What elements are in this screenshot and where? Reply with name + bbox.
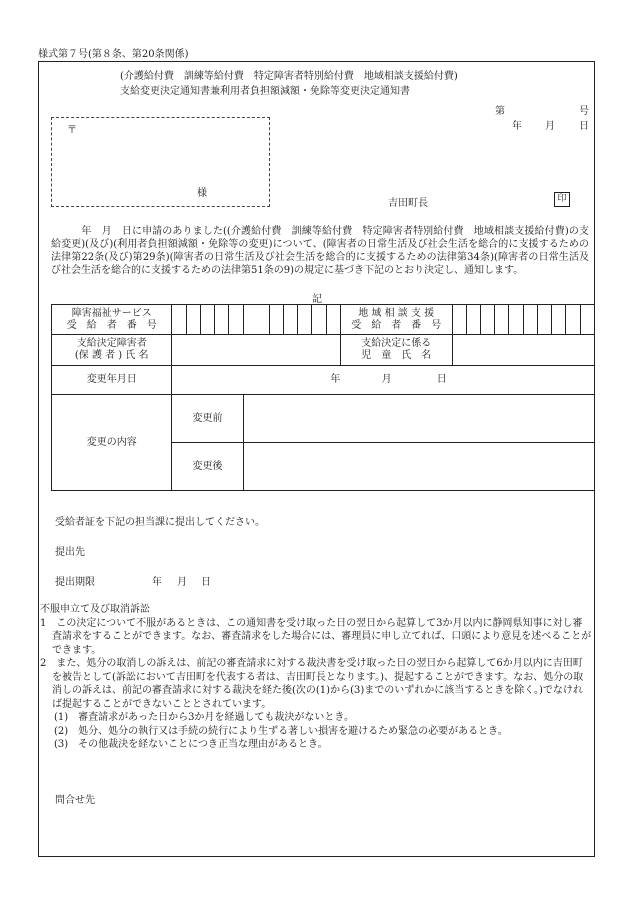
child-name-label: 支給決定に係る 児 童 氏 名: [340, 335, 452, 366]
ki-label: 記: [312, 294, 322, 305]
child-name-value: [452, 335, 594, 366]
appeal-heading: 不服申立て及び取消訴訟: [40, 604, 150, 615]
community-number-label: 地 域 相 談 支 援 受 給 者 番 号: [340, 305, 452, 335]
appeal-item-1: 1 この決定について不服があるときは、この通知書を受け取った日の翌日から起算して3か月以内に静岡県知事に対し審査請求をすることができます。なお、審査請求をした場合には、審理員に申し立てれば、口頭により意見を述べることができます。: [40, 617, 592, 656]
table-row: [52, 395, 595, 443]
submission-instruction: 受給者証を下記の担当課に提出してください。: [55, 517, 265, 528]
after-label: 変更後: [172, 443, 243, 491]
guardian-name-label: 支給決定障害者 (保 護 者 ) 氏 名: [52, 335, 172, 366]
header-line-1: (介護給付費 訓練等給付費 特定障害者特別給付費 地域相談支援給付費): [120, 71, 458, 82]
recipient-number-label: 障害福祉サービス 受 給 者 番 号: [52, 305, 172, 335]
after-value: [243, 443, 594, 491]
change-content-label: 変更の内容: [52, 395, 172, 491]
change-date-label: 変更年月日: [52, 366, 172, 395]
change-date-value: 年 月 日: [172, 366, 595, 395]
deadline-year: 年: [152, 577, 162, 588]
table-row: [52, 335, 595, 366]
deadline-month: 月: [177, 577, 187, 588]
before-value: [243, 395, 594, 443]
honorific: 様: [197, 188, 207, 199]
address-box: [51, 117, 270, 207]
appeal-item-2: 2 また、処分の取消しの訴えは、前記の審査請求に対する裁決書を受け取った日の翌日から起算して6か月以内に吉田町を被告として(訴訟において吉田町を代表する者は、吉田町長となります。)、提起することができます。なお、処分の取消しの訴えは、前記の審査請求に対する裁決を経た後(次の(1)から(3)までのいずれかに該当するときを除く。)でなければ提起することができないこととされています。: [40, 658, 584, 710]
appeal-section: [40, 603, 592, 752]
appeal-sub-2: (2) 処分、処分の執行又は手続の続行により生ずる著しい損害を避けるため緊急の必要があるとき。: [54, 725, 508, 737]
inquiry-label: 問合せ先: [55, 795, 95, 806]
seal-mark: 印: [554, 192, 570, 207]
postal-mark: 〒: [67, 125, 77, 136]
table-row: [52, 366, 595, 395]
submission-destination-label: 提出先: [55, 547, 85, 558]
info-table: [51, 304, 595, 491]
date-year: 年: [512, 121, 522, 132]
deadline-day: 日: [201, 577, 211, 588]
issuer-title: 吉田町長: [388, 198, 428, 209]
number-suffix: 号: [579, 106, 589, 117]
before-label: 変更前: [172, 395, 243, 443]
guardian-name-value: [172, 335, 340, 366]
header-title: 支給変更決定通知書兼利用者負担額減額・免除等変更決定通知書: [120, 86, 410, 97]
submission-deadline-label: 提出期限: [55, 577, 95, 588]
appeal-sub-1: (1) 審査請求があった日から3か月を経過しても裁決がないとき。: [54, 712, 355, 723]
body-text: 年 月 日に申請のありました((介護給付費 訓練等給付費 特定障害者特別給付費 地域相談支援給付費)の支給変更)(及び)(利用者負担額減額・免除等の変更)について、(障害者の日常生活及び社会生活を総合的に支援するための法律第22条(及び)第29条)(障害者の日常生活及び社会生活を総合的に支援するための法律第34条)(障害者の日常生活及び社会生活を総合的に支援するための法律第51条の9)の規定に基づき下記のとおり決定し、通知します。: [51, 226, 589, 276]
appeal-sub-3: (3) その他裁決を経ないことにつき正当な理由があるとき。: [54, 739, 328, 750]
table-row: [52, 305, 595, 335]
form-number: 様式第７号(第８条、第20条関係): [38, 49, 189, 60]
number-prefix: 第: [495, 106, 505, 117]
date-day: 日: [579, 121, 589, 132]
date-month: 月: [545, 121, 555, 132]
